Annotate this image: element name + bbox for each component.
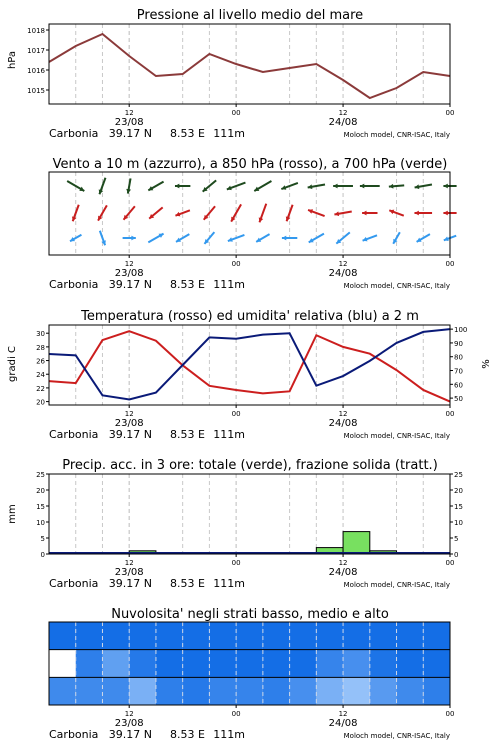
x-tick-label: 00 [231, 559, 241, 567]
temperature-line [49, 331, 450, 401]
cloud-title: Nuvolosita' negli strati basso, medio e alto [111, 607, 389, 622]
model-credit: Moloch model, CNR-ISAC, Italy [343, 581, 450, 589]
x-tick-label: 12 [124, 559, 134, 567]
cloud-cell [397, 650, 424, 678]
y-tick-label: 0 [40, 551, 45, 559]
y-tick-label: 25 [36, 471, 45, 479]
location-elevation: 111m [213, 577, 245, 590]
x-tick-label: 12 [124, 109, 134, 117]
cloud-cell [290, 622, 317, 650]
model-credit: Moloch model, CNR-ISAC, Italy [343, 131, 450, 139]
cloud-cell [263, 622, 290, 650]
location-elevation: 111m [213, 127, 245, 140]
cloud-cell [316, 650, 343, 678]
cloud-cell [370, 677, 397, 705]
y-right-tick-label: 100 [454, 326, 468, 335]
cloud-cover-panel [49, 607, 454, 741]
cloud-cell [316, 677, 343, 705]
x-tick-label: 12 [338, 109, 348, 117]
location-lon: 8.53 E [170, 127, 205, 140]
cloud-cell [343, 677, 370, 705]
cloud-cell [343, 650, 370, 678]
x-tick-label: 00 [231, 710, 241, 718]
cloud-cell [209, 677, 236, 705]
location-name: Carbonia [49, 278, 99, 291]
wind-arrow-head [443, 211, 447, 216]
cloud-cell [236, 677, 263, 705]
cloud-cell [397, 622, 424, 650]
temperature-ylabel: gradi C [7, 346, 18, 382]
y-right-tick-label: 70 [454, 367, 463, 376]
y-tick-label: 5 [40, 535, 45, 543]
cloud-cell [156, 650, 183, 678]
precipitation-panel [7, 458, 463, 590]
cloud-cell [129, 650, 156, 678]
x-tick-label: 12 [338, 559, 348, 567]
location-lat: 39.17 N [108, 577, 152, 590]
cloud-cell [397, 677, 424, 705]
x-tick-label: 00 [231, 109, 241, 117]
cloud-cell [183, 622, 210, 650]
cloud-cell [76, 622, 103, 650]
y-tick-label: 24 [36, 371, 45, 380]
date-label: 23/08 [114, 567, 144, 578]
cloud-cell [102, 677, 129, 705]
y-right-tick-label: 80 [454, 353, 463, 362]
cloud-cell [370, 622, 397, 650]
cloud-cell [102, 622, 129, 650]
pressure-panel [7, 8, 454, 140]
cloud-cell [209, 650, 236, 678]
y-tick-label: 22 [36, 384, 45, 393]
cloud-cell [183, 677, 210, 705]
y-right-tick-label: 60 [454, 381, 463, 390]
pressure-title: Pressione al livello medio del mare [136, 8, 364, 23]
x-tick-label: 12 [124, 260, 134, 268]
cloud-cell [209, 622, 236, 650]
model-credit: Moloch model, CNR-ISAC, Italy [343, 732, 450, 740]
wind-arrow-head [282, 236, 286, 241]
location-elevation: 111m [213, 728, 245, 741]
date-label: 23/08 [114, 718, 144, 729]
y-tick-label: 1015 [27, 87, 45, 95]
x-tick-label: 00 [445, 710, 455, 718]
date-label: 24/08 [328, 268, 358, 279]
cloud-cell [236, 622, 263, 650]
model-credit: Moloch model, CNR-ISAC, Italy [343, 282, 450, 290]
location-name: Carbonia [49, 428, 99, 441]
wind-arrow-head [414, 211, 418, 216]
wind-arrow-head [389, 184, 394, 189]
y-tick-label: 1016 [27, 67, 45, 75]
y-right-tick-label: 20 [454, 487, 463, 495]
location-name: Carbonia [49, 577, 99, 590]
model-credit: Moloch model, CNR-ISAC, Italy [343, 432, 450, 440]
cloud-cell [102, 650, 129, 678]
pressure-line [49, 34, 450, 98]
cloud-cell [183, 650, 210, 678]
date-label: 24/08 [328, 117, 358, 128]
cloud-cell [290, 650, 317, 678]
date-label: 23/08 [114, 268, 144, 279]
y-right-tick-label: 5 [454, 535, 459, 543]
cloud-cell [263, 650, 290, 678]
location-name: Carbonia [49, 728, 99, 741]
cloud-cell [76, 677, 103, 705]
x-tick-label: 00 [445, 410, 455, 418]
plot-frame [49, 172, 450, 255]
location-lat: 39.17 N [108, 278, 152, 291]
x-tick-label: 00 [445, 260, 455, 268]
humidity-line [49, 329, 450, 399]
y-right-tick-label: 25 [454, 471, 463, 479]
plot-frame [49, 24, 450, 104]
x-tick-label: 12 [338, 260, 348, 268]
humidity-ylabel: % [481, 359, 492, 369]
y-right-tick-label: 15 [454, 503, 463, 511]
location-lon: 8.53 E [170, 278, 205, 291]
location-name: Carbonia [49, 127, 99, 140]
x-tick-label: 12 [338, 410, 348, 418]
cloud-cell [129, 677, 156, 705]
x-tick-label: 00 [231, 260, 241, 268]
precipitation-bar [343, 532, 370, 554]
wind-arrow-head [362, 211, 366, 216]
cloud-cell [49, 650, 76, 678]
y-tick-label: 10 [36, 519, 45, 527]
location-lat: 39.17 N [108, 428, 152, 441]
wind-title: Vento a 10 m (azzurro), a 850 hPa (rosso), a 700 hPa (verde) [52, 157, 448, 172]
location-lon: 8.53 E [170, 577, 205, 590]
y-right-tick-label: 0 [454, 551, 459, 559]
date-label: 23/08 [114, 117, 144, 128]
cloud-cell [156, 677, 183, 705]
cloud-cell [343, 622, 370, 650]
date-label: 24/08 [328, 718, 358, 729]
temperature-humidity-panel [7, 309, 492, 441]
location-elevation: 111m [213, 428, 245, 441]
x-tick-label: 00 [231, 410, 241, 418]
location-lon: 8.53 E [170, 428, 205, 441]
y-tick-label: 28 [36, 343, 45, 352]
x-tick-label: 00 [445, 109, 455, 117]
x-tick-label: 12 [124, 710, 134, 718]
y-right-tick-label: 10 [454, 519, 463, 527]
x-tick-label: 12 [338, 710, 348, 718]
cloud-cell [423, 677, 450, 705]
cloud-cell [49, 677, 76, 705]
wind-arrow-head [131, 236, 135, 241]
pressure-ylabel: hPa [7, 50, 18, 70]
y-tick-label: 15 [36, 503, 45, 511]
location-elevation: 111m [213, 278, 245, 291]
y-tick-label: 1017 [27, 47, 45, 55]
precipitation-title: Precip. acc. in 3 ore: totale (verde), frazione solida (tratt.) [62, 458, 438, 473]
wind-panel [49, 157, 457, 291]
cloud-cell [76, 650, 103, 678]
x-tick-label: 00 [445, 559, 455, 567]
cloud-cell [370, 650, 397, 678]
cloud-cell [49, 622, 76, 650]
cloud-cell [423, 622, 450, 650]
plot-frame [49, 474, 450, 554]
y-right-tick-label: 90 [454, 339, 463, 348]
y-right-tick-label: 50 [454, 395, 463, 404]
cloud-cell [129, 622, 156, 650]
wind-arrow-head [360, 184, 364, 189]
location-lat: 39.17 N [108, 127, 152, 140]
y-tick-label: 30 [36, 330, 45, 339]
cloud-cell [236, 650, 263, 678]
cloud-cell [263, 677, 290, 705]
wind-arrow-head [443, 184, 447, 189]
x-tick-label: 12 [124, 410, 134, 418]
y-tick-label: 20 [36, 398, 45, 407]
wind-arrow-head [333, 184, 337, 189]
y-tick-label: 20 [36, 487, 45, 495]
y-tick-label: 26 [36, 357, 45, 366]
wind-arrow-head [175, 184, 179, 189]
location-lat: 39.17 N [108, 728, 152, 741]
location-lon: 8.53 E [170, 728, 205, 741]
temperature-title: Temperatura (rosso) ed umidita' relativa (blu) a 2 m [81, 309, 419, 324]
cloud-cell [290, 677, 317, 705]
date-label: 24/08 [328, 418, 358, 429]
y-tick-label: 1018 [27, 27, 45, 35]
precipitation-ylabel: mm [7, 504, 18, 524]
cloud-cell [423, 650, 450, 678]
cloud-cell [156, 622, 183, 650]
date-label: 24/08 [328, 567, 358, 578]
date-label: 23/08 [114, 418, 144, 429]
cloud-cell [316, 622, 343, 650]
